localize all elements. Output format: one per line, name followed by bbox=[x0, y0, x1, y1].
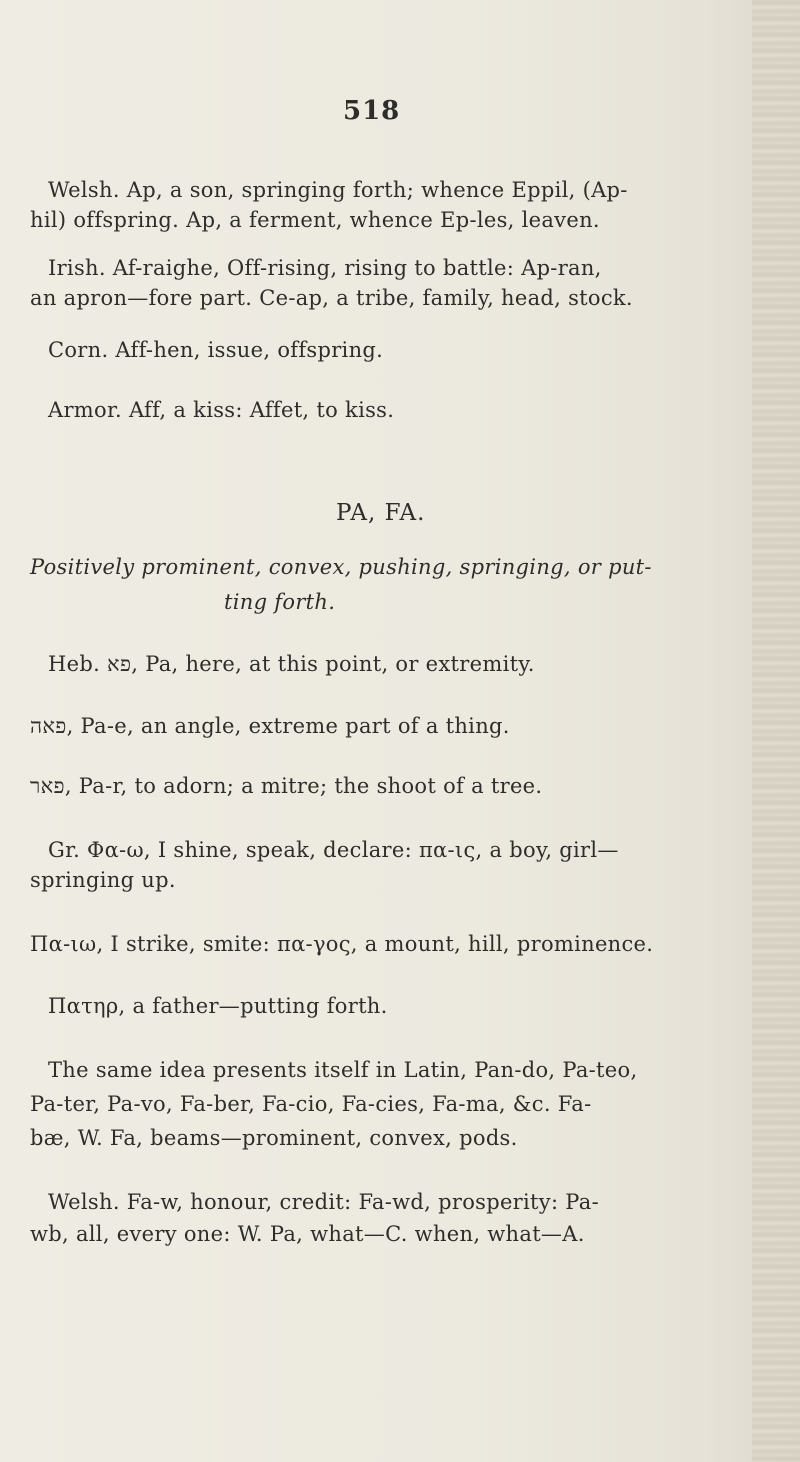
text-line: Irish. Af-raighe, Off-rising, rising to battle: Ap-ran, bbox=[48, 256, 602, 280]
text-line: Welsh. Ap, a son, springing forth; whence Eppil, (Ap- bbox=[48, 178, 628, 202]
section-heading: PA, FA. bbox=[336, 500, 426, 526]
page-edge bbox=[752, 0, 800, 1462]
entry-line: Gr. Φα-ω, I shine, speak, declare: πα-ις, a boy, girl— bbox=[48, 838, 619, 862]
entry-line: Heb. פא, Pa, here, at this point, or extremity. bbox=[48, 652, 535, 676]
entry-line: פאר, Pa-r, to adorn; a mitre; the shoot of a tree. bbox=[30, 774, 543, 798]
text-line: hil) offspring. Ap, a ferment, whence Ep-les, leaven. bbox=[30, 208, 600, 232]
definition-line: Positively prominent, convex, pushing, springing, or put- bbox=[30, 555, 652, 579]
text-line: Armor. Aff, a kiss: Affet, to kiss. bbox=[48, 398, 395, 422]
entry-line: wb, all, every one: W. Pa, what—C. when, what—A. bbox=[30, 1222, 585, 1246]
entry-line: bæ, W. Fa, beams—prominent, convex, pods. bbox=[30, 1126, 518, 1150]
page-number: 518 bbox=[343, 96, 401, 126]
entry-line: The same idea presents itself in Latin, Pan-do, Pa-teo, bbox=[48, 1058, 638, 1082]
entry-line: springing up. bbox=[30, 868, 176, 892]
definition-line: ting forth. bbox=[224, 590, 336, 614]
entry-line: Πατηρ, a father—putting forth. bbox=[48, 994, 388, 1018]
text-line: an apron—fore part. Ce-ap, a tribe, family, head, stock. bbox=[30, 286, 633, 310]
entry-line: Πα-ιω, I strike, smite: πα-γος, a mount, hill, prominence. bbox=[30, 932, 654, 956]
entry-line: Pa-ter, Pa-vo, Fa-ber, Fa-cio, Fa-cies, Fa-ma, &c. Fa- bbox=[30, 1092, 592, 1116]
entry-line: פאה, Pa-e, an angle, extreme part of a thing. bbox=[30, 714, 510, 738]
text-line: Corn. Aff-hen, issue, offspring. bbox=[48, 338, 384, 362]
entry-line: Welsh. Fa-w, honour, credit: Fa-wd, prosperity: Pa- bbox=[48, 1190, 599, 1214]
